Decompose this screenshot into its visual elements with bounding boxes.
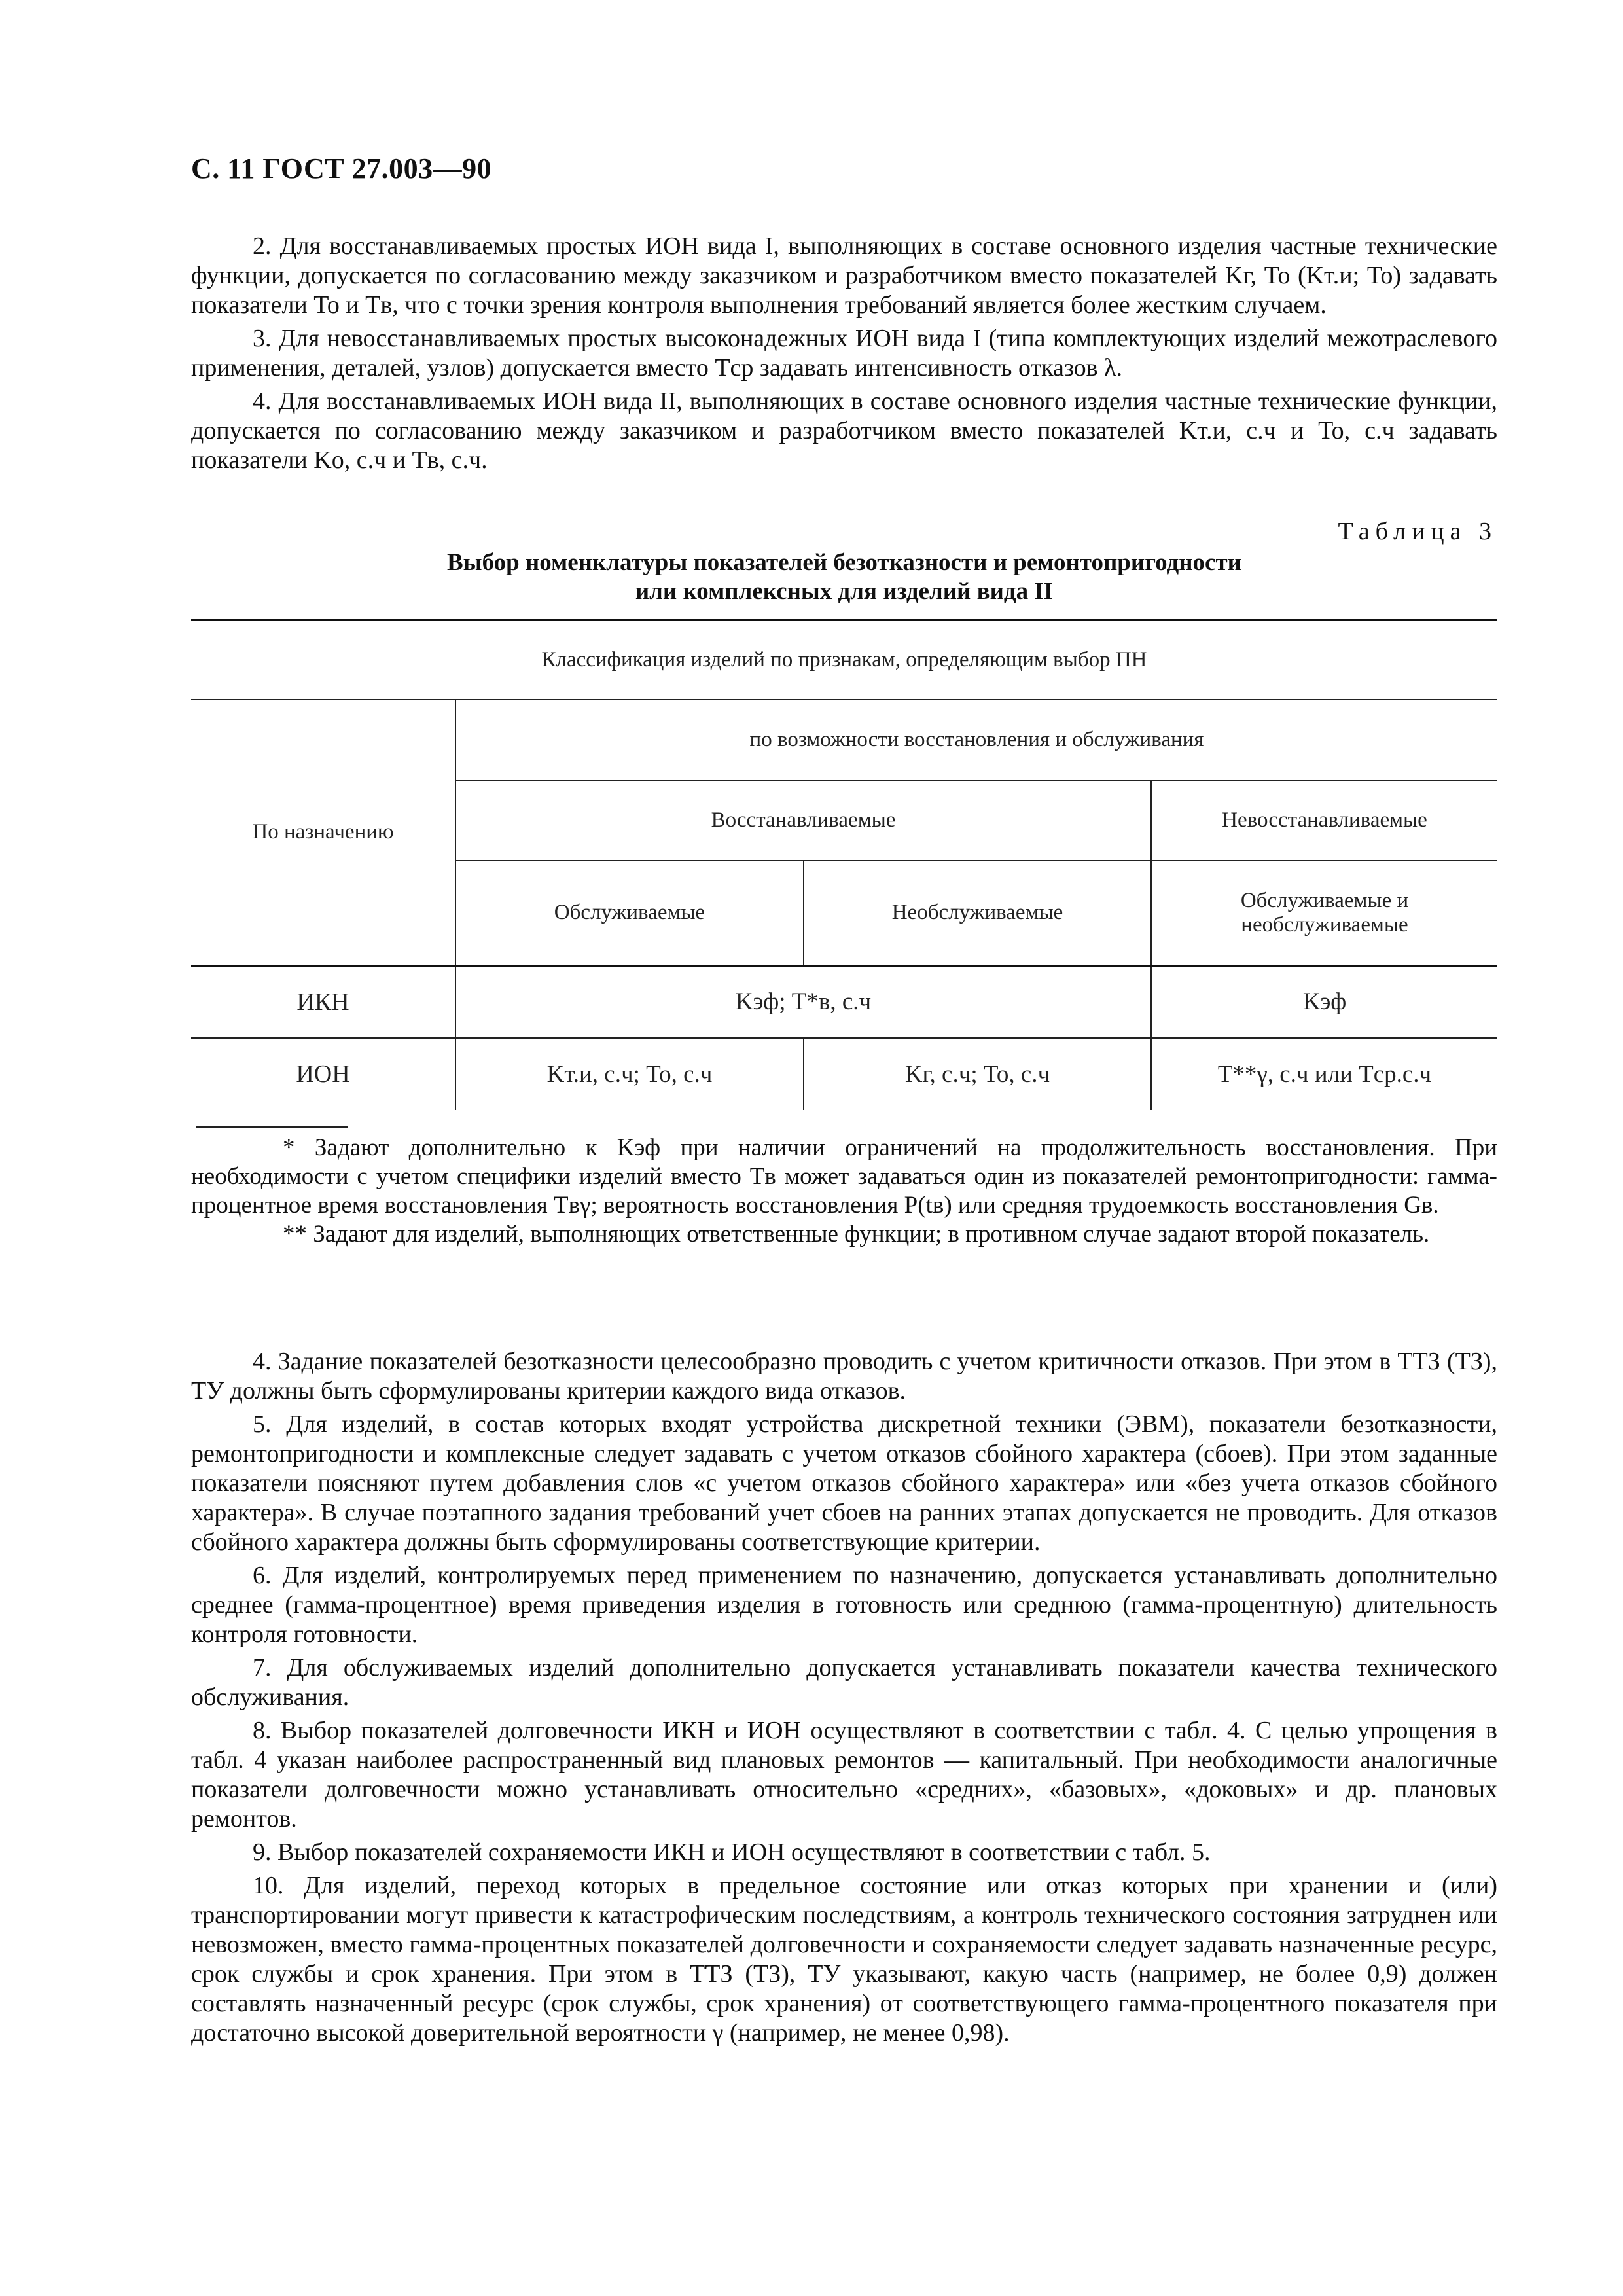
bottom-paragraphs — [191, 1347, 1497, 2048]
column-both: Обслуживаемые и необслуживаемые — [1151, 861, 1497, 966]
ion-nonrestorable-indicators: T**γ, с.ч или Tср.с.ч — [1151, 1038, 1497, 1110]
column-restorable: Восстанавливаемые — [455, 780, 1151, 861]
ikn-restorable-indicators: Kэф; T*в, с.ч — [455, 966, 1151, 1038]
paragraph: 2. Для восстанавливаемых простых ИОН вида I, выполняющих в составе основного изделия частные технические функции, допускается по согласованию между заказчиком и разработчиком вместо показателей Kг, To (Kт.и; To) задавать показатели To и Tв, что с точки зрения контроля выполнения требований является более жестким случаем. — [191, 232, 1497, 319]
column-unserviced: Необслуживаемые — [804, 861, 1151, 966]
paragraph: 10. Для изделий, переход которых в предельное состояние или отказ которых при хранении и (или) транспортировании могут привести к катастрофическим последствиям, а контроль технического состояния затруднен или невозможен, вместо гамма-процентных показателей долговечности и сохраняемости следует задавать назначенные ресурс, срок службы и срок хранения. При этом в ТТЗ (ТЗ), ТУ указывают, какую часть (например, не более 0,9) должен составлять назначенный ресурс (срок службы, срок хранения) от соответствующего гамма-процентного показателя при достаточно высокой доверительной вероятности γ (например, не менее 0,98). — [191, 1872, 1497, 2047]
table-title-line: или комплексных для изделий вида II — [635, 578, 1054, 605]
footnotes — [191, 1134, 1497, 1249]
column-nonrestorable: Невосстанавливаемые — [1151, 780, 1497, 861]
paragraph: 7. Для обслуживаемых изделий дополнительно допускается устанавливать показатели качества технического обслуживания. — [191, 1654, 1497, 1711]
paragraph: 5. Для изделий, в состав которых входят устройства дискретной техники (ЭВМ), показатели безотказности, ремонтопригодности и комплексные следует задавать с учетом отказов сбойного характера (сбоев). При этом заданные показатели поясняют путем добавления слов «с учетом отказов сбойного характера» или «без учета отказов сбойного характера». В случае поэтапного задания требований учет сбоев на ранних этапах допускается не проводить. Для отказов сбойного характера должны быть сформулированы соответствующие критерии. — [191, 1410, 1497, 1556]
ion-unserviced-indicators: Kг, с.ч; To, с.ч — [804, 1038, 1151, 1110]
column-purpose: По назначению — [191, 700, 455, 966]
paragraph: 4. Для восстанавливаемых ИОН вида II, выполняющих в составе основного изделия частные технические функции, допускается по согласованию между заказчиком и разработчиком вместо показателей Kт.и, с.ч и To, с.ч задавать показатели Kо, с.ч и Tв, с.ч. — [191, 387, 1497, 474]
page-header: С. 11 ГОСТ 27.003—90 — [191, 152, 492, 185]
table-title — [191, 548, 1497, 606]
table-title-line: Выбор номенклатуры показателей безотказности и ремонтопригодности — [447, 549, 1241, 576]
ion-serviced-indicators: Kт.и, с.ч; To, с.ч — [455, 1038, 804, 1110]
paragraph: 9. Выбор показателей сохраняемости ИКН и ИОН осуществляют в соответствии с табл. 5. — [253, 1839, 1211, 1866]
row-label: ИОН — [191, 1038, 455, 1110]
footnote: * Задают дополнительно к Kэф при наличии ограничений на продолжительность восстановления. При необходимости с учетом специфики изделий вместо Tв может задаваться один из показателей ремонтопригодности: гамма-процентное время восстановления Tвγ; вероятность восстановления P(tв) или средняя трудоемкость восстановления Gв. — [191, 1134, 1497, 1219]
top-paragraphs — [191, 232, 1497, 475]
classification-header: Классификация изделий по признакам, определяющим выбор ПН — [191, 620, 1497, 700]
footnote: ** Задают для изделий, выполняющих ответственные функции; в противном случае задают второй показатель. — [283, 1221, 1430, 1247]
paragraph: 6. Для изделий, контролируемых перед применением по назначению, допускается устанавливать дополнительно среднее (гамма-процентное) время приведения изделия в готовность или среднюю (гамма-процентную) длительность контроля готовности. — [191, 1562, 1497, 1648]
paragraph: 8. Выбор показателей долговечности ИКН и ИОН осуществляют в соответствии с табл. 4. С целью упрощения в табл. 4 указан наиболее распространенный вид плановых ремонтов — капитальный. При необходимости аналогичные показатели долговечности можно устанавливать относительно «средних», «базовых», «доковых» и др. плановых ремонтов. — [191, 1717, 1497, 1833]
paragraph: 3. Для невосстанавливаемых простых высоконадежных ИОН вида I (типа комплектующих изделий межотраслевого применения, деталей, узлов) допускается вместо Tср задавать интенсивность отказов λ. — [191, 325, 1497, 382]
column-restore-group: по возможности восстановления и обслуживания — [455, 700, 1497, 780]
paragraph: 4. Задание показателей безотказности целесообразно проводить с учетом критичности отказов. При этом в ТТЗ (ТЗ), ТУ должны быть сформулированы критерии каждого вида отказов. — [191, 1348, 1497, 1405]
table-number: Таблица 3 — [1338, 518, 1497, 545]
table-3 — [191, 619, 1497, 1110]
column-serviced: Обслуживаемые — [455, 861, 804, 966]
ikn-nonrestorable-indicator: Kэф — [1151, 966, 1497, 1038]
footnote-divider — [196, 1126, 348, 1128]
row-label: ИКН — [191, 966, 455, 1038]
